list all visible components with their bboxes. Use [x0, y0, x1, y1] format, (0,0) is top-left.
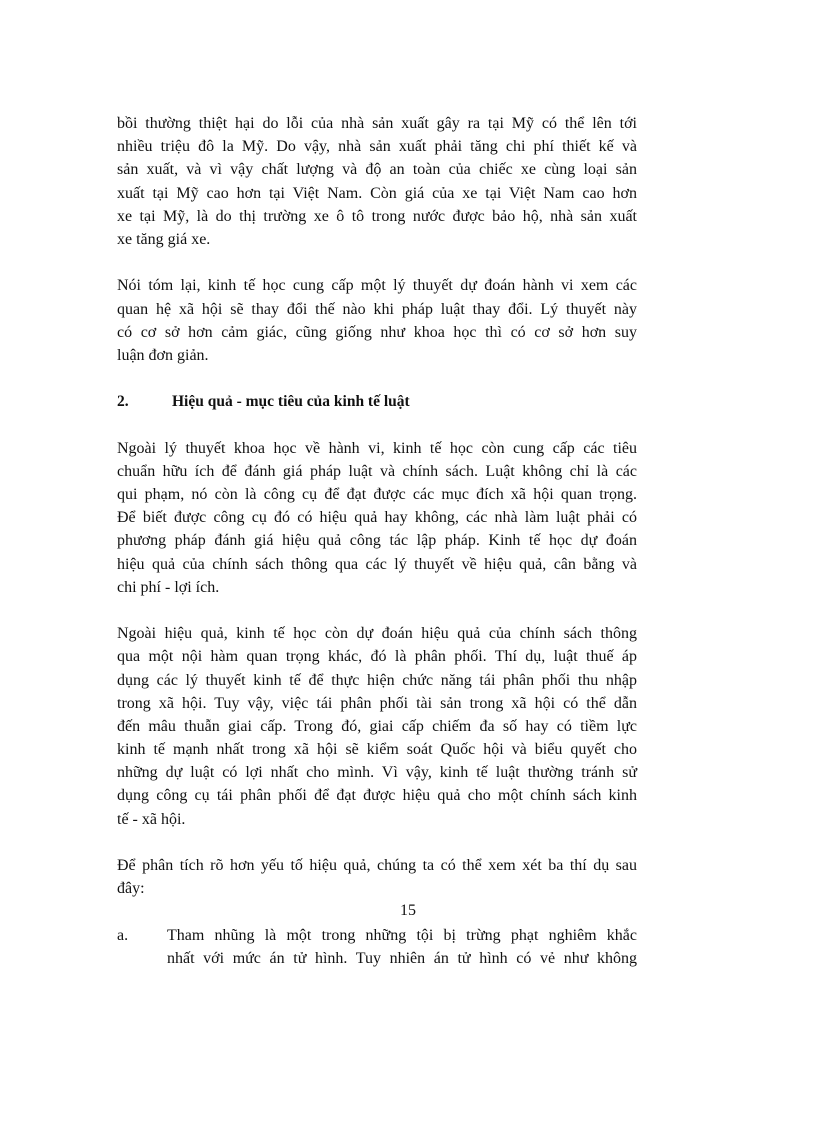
paragraph-2: [117, 274, 637, 367]
list-marker: a.: [117, 926, 129, 944]
text-line: Ngoài hiệu quả, kinh tế học còn dự đoán hiệu quả của chính sách thông: [117, 625, 637, 643]
text-line: Nói tóm lại, kinh tế học cung cấp một lý thuyết dự đoán hành vi xem các: [117, 277, 637, 295]
text-line: quan hệ xã hội sẽ thay đổi thế nào khi pháp luật thay đổi. Lý thuyết này: [117, 300, 637, 318]
page-number: 15: [400, 902, 416, 919]
text-line: có cơ sở hơn cảm giác, cũng giống như khoa học thì có cơ sở hơn suy: [117, 323, 637, 341]
text-line: trong xã hội. Tuy vậy, việc tái phân phối tài sản trong xã hội có thể dẫn: [117, 694, 637, 712]
section-heading: [117, 390, 637, 413]
text-line: nhất với mức án tử hình. Tuy nhiên án tử hình có vẻ như không: [167, 949, 637, 967]
text-line: qua một nội hàm quan trọng khác, đó là phân phối. Thí dụ, luật thuế áp: [117, 648, 637, 666]
text-line: đây:: [117, 880, 145, 898]
text-line: hiệu quả của chính sách thông qua các lý thuyết về hiệu quả, cân bằng và: [117, 555, 637, 573]
paragraph-3: [117, 437, 637, 599]
text-line: bồi thường thiệt hại do lỗi của nhà sản xuất gây ra tại Mỹ có thể lên tới: [117, 115, 637, 132]
section-number: 2.: [117, 393, 129, 411]
text-line: xe tại Mỹ, là do thị trường xe ô tô trong nước được bảo hộ, nhà sản xuất: [117, 207, 637, 225]
text-line: phương pháp đánh giá hiệu quả công tác lập pháp. Kinh tế học dự đoán: [117, 532, 637, 550]
text-line: kinh tế mạnh nhất trong xã hội sẽ kiểm soát Quốc hội và biểu quyết cho: [117, 741, 637, 759]
page-body: [117, 112, 637, 970]
text-line: Để biết được công cụ đó có hiệu quả hay không, các nhà làm luật phải có: [117, 509, 637, 527]
text-line: tế - xã hội.: [117, 810, 186, 828]
paragraph-5: [117, 854, 637, 900]
text-line: sản xuất, và vì vậy chất lượng và độ an toàn của chiếc xe cùng loại sản: [117, 161, 637, 179]
list-item-a: [117, 924, 637, 970]
text-line: luận đơn giản.: [117, 346, 209, 364]
text-line: xuất tại Mỹ cao hơn tại Việt Nam. Còn giá của xe tại Việt Nam cao hơn: [117, 184, 637, 202]
text-line: dụng các lý thuyết kinh tế để thực hiện chức năng tái phân phối thu nhập: [117, 671, 637, 689]
text-line: những dự luật có lợi nhất cho mình. Vì vậy, kinh tế luật thường tránh sử: [117, 764, 637, 782]
text-line: chuẩn hữu ích để đánh giá pháp luật và chính sách. Luật không chỉ là các: [117, 462, 637, 480]
text-line: Để phân tích rõ hơn yếu tố hiệu quả, chúng ta có thể xem xét ba thí dụ sau: [117, 857, 637, 875]
text-line: xe tăng giá xe.: [117, 230, 211, 248]
text-line: chi phí - lợi ích.: [117, 578, 220, 596]
text-line: nhiều triệu đô la Mỹ. Do vậy, nhà sản xuất phải tăng chi phí thiết kế và: [117, 138, 637, 156]
paragraph-1: [117, 112, 637, 251]
text-line: qui phạm, nó còn là công cụ để đạt được các mục đích xã hội quan trọng.: [117, 486, 637, 504]
paragraph-4: [117, 622, 637, 831]
text-line: Ngoài lý thuyết khoa học về hành vi, kinh tế học còn cung cấp các tiêu: [117, 439, 637, 457]
text-line: dụng công cụ tái phân phối để đạt được hiệu quả cho một chính sách kinh: [117, 787, 637, 805]
text-line: Tham nhũng là một trong những tội bị trừng phạt nghiêm khắc: [167, 926, 637, 944]
section-title: Hiệu quả - mục tiêu của kinh tế luật: [172, 393, 410, 411]
text-line: đến mâu thuẫn giai cấp. Trong đó, giai cấp chiếm đa số hay có tiềm lực: [117, 717, 637, 735]
